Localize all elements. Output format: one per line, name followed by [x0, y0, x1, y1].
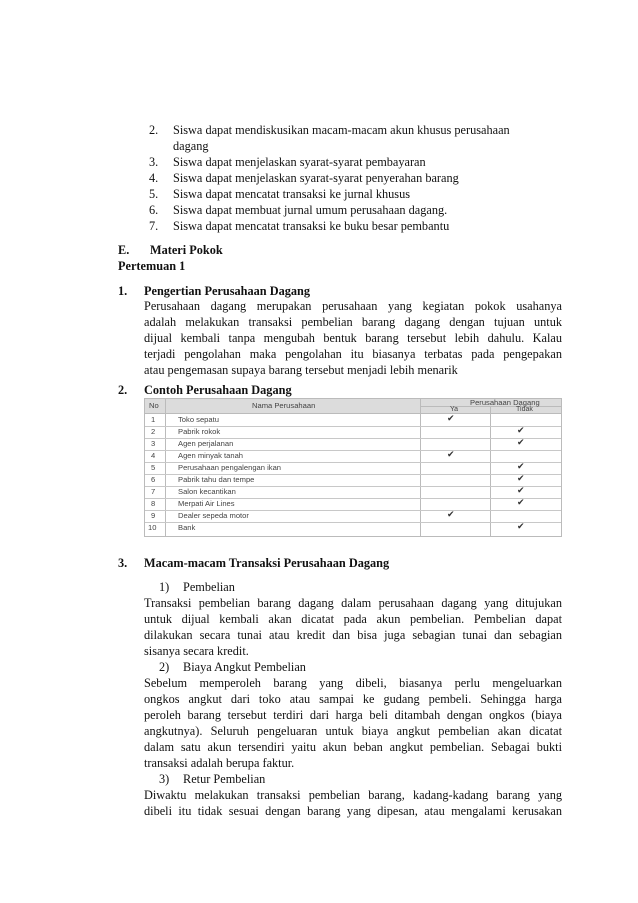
list-number: 6. — [149, 203, 159, 217]
col-header-name: Nama Perusahaan — [252, 401, 316, 410]
row-divider — [145, 522, 561, 523]
check-ya-icon: ✔ — [447, 449, 455, 459]
check-tidak-icon: ✔ — [517, 473, 525, 483]
list-item: Siswa dapat mencatat transaksi ke jurnal khusus — [173, 187, 410, 201]
paragraph-line: Diwaktu melakukan transaksi pembelian barang, kadang-kadang barang yang — [144, 788, 562, 802]
list-item: Siswa dapat menjelaskan syarat-syarat pembayaran — [173, 155, 426, 169]
list-item: Siswa dapat mencatat transaksi ke buku besar pembantu — [173, 219, 450, 233]
paragraph-line: peroleh barang tersebut terdiri dari harga beli ditambah dengan ongkos (biaya — [144, 708, 562, 722]
col-divider — [165, 399, 166, 536]
paragraph-line: terjadi pengolahan maka pengolahan itu biasanya terbatas pada pengepakan — [144, 347, 562, 361]
list-number: 2. — [149, 123, 159, 137]
paragraph-line: sisanya secara kredit. — [144, 644, 249, 658]
item-number: 3) — [159, 772, 170, 786]
subsection-title: Contoh Perusahaan Dagang — [144, 383, 292, 397]
table-cell-name: Pabrik rokok — [178, 427, 221, 436]
paragraph-line: Transaksi pembelian barang dagang dalam perusahaan dagang yang ditujukan — [144, 596, 562, 610]
meeting-heading: Pertemuan 1 — [118, 259, 186, 273]
paragraph-line: atau pengemasan supaya barang tersebut menjadi lebih menarik — [144, 363, 458, 377]
item-title: Pembelian — [183, 580, 235, 594]
section-letter: E. — [118, 243, 130, 257]
table-cell-no: 6 — [151, 475, 156, 484]
list-item: Siswa dapat membuat jurnal umum perusahaan dagang. — [173, 203, 448, 217]
col-header-ya: Ya — [450, 406, 459, 413]
paragraph-line: dijual kembali tanpa mengubah bentuk barang tersebut lebih dahulu. Kalau — [144, 331, 562, 345]
paragraph-line: Perusahaan dagang merupakan perusahaan yang kegiatan pokok usahanya — [144, 299, 562, 313]
table-cell-name: Salon kecantikan — [178, 487, 236, 496]
subsection-number: 3. — [118, 556, 128, 570]
paragraph-line: transaksi adalah berupa faktur. — [144, 756, 295, 770]
col-header-no: No — [149, 401, 159, 410]
check-ya-icon: ✔ — [447, 413, 455, 423]
table-cell-no: 8 — [151, 499, 156, 508]
paragraph-line: ongkos angkut dari toko atau sampai ke gudang pembeli. Sehingga harga — [144, 692, 562, 706]
check-tidak-icon: ✔ — [517, 461, 525, 471]
col-header-tidak: Tidak — [516, 406, 533, 413]
list-item: Siswa dapat menjelaskan syarat-syarat penyerahan barang — [173, 171, 459, 185]
col-header-group: Perusahaan Dagang — [470, 398, 540, 407]
table-cell-name: Merpati Air Lines — [178, 499, 235, 508]
paragraph-line: untuk dijual kembali akan dicatat pada akun pembelian. Pembelian dapat — [144, 612, 562, 626]
table-cell-name: Toko sepatu — [178, 415, 219, 424]
company-table — [144, 398, 562, 537]
table-cell-name: Agen perjalanan — [178, 439, 234, 448]
paragraph-line: angkutnya). Seluruh pengeluaran untuk biaya angkut pembelian akan dicatat — [144, 724, 562, 738]
table-cell-no: 10 — [148, 523, 157, 532]
table-cell-no: 2 — [151, 427, 156, 436]
col-divider — [420, 399, 421, 536]
list-number: 7. — [149, 219, 159, 233]
paragraph-line: dilakukan secara tunai atau kredit dan bisa juga sebagian tunai dan sebagian — [144, 628, 562, 642]
table-cell-no: 9 — [151, 511, 156, 520]
check-tidak-icon: ✔ — [517, 497, 525, 507]
paragraph-line: dalam satu akun tersendiri yaitu akun beban angkut pembelian. Sebagai bukti — [144, 740, 562, 754]
table-cell-no: 3 — [151, 439, 156, 448]
item-number: 2) — [159, 660, 170, 674]
table-cell-name: Pabrik tahu dan tempe — [178, 475, 255, 484]
table-cell-no: 7 — [151, 487, 156, 496]
list-number: 5. — [149, 187, 159, 201]
list-number: 4. — [149, 171, 159, 185]
table-cell-name: Bank — [178, 523, 196, 532]
check-tidak-icon: ✔ — [517, 521, 525, 531]
section-title: Materi Pokok — [150, 243, 223, 257]
table-cell-no: 4 — [151, 451, 156, 460]
check-ya-icon: ✔ — [447, 509, 455, 519]
paragraph-line: Sebelum memperoleh barang yang dibeli, biasanya perlu mengeluarkan — [144, 676, 562, 690]
check-tidak-icon: ✔ — [517, 437, 525, 447]
header-divider — [145, 413, 561, 414]
subsection-title: Macam-macam Transaksi Perusahaan Dagang — [144, 556, 390, 570]
list-number: 3. — [149, 155, 159, 169]
table-cell-name: Dealer sepeda motor — [178, 511, 249, 520]
list-item: Siswa dapat mendiskusikan macam-macam akun khusus perusahaan — [173, 123, 510, 137]
item-title: Biaya Angkut Pembelian — [183, 660, 306, 674]
table-cell-no: 1 — [151, 415, 156, 424]
item-title: Retur Pembelian — [183, 772, 266, 786]
subsection-number: 2. — [118, 383, 128, 397]
item-number: 1) — [159, 580, 170, 594]
paragraph-line: dibeli itu tidak sesuai dengan barang yang dipesan, atau mengalami kerusakan — [144, 804, 562, 818]
table-cell-name: Agen minyak tanah — [178, 451, 244, 460]
table-cell-name: Perusahaan pengalengan ikan — [178, 463, 282, 472]
check-tidak-icon: ✔ — [517, 485, 525, 495]
check-tidak-icon: ✔ — [517, 425, 525, 435]
subsection-title: Pengertian Perusahaan Dagang — [144, 284, 311, 298]
list-item-continuation: dagang — [173, 139, 209, 153]
paragraph-line: adalah melakukan transaksi pembelian barang dagang dengan tujuan untuk — [144, 315, 562, 329]
subsection-number: 1. — [118, 284, 128, 298]
table-cell-no: 5 — [151, 463, 156, 472]
